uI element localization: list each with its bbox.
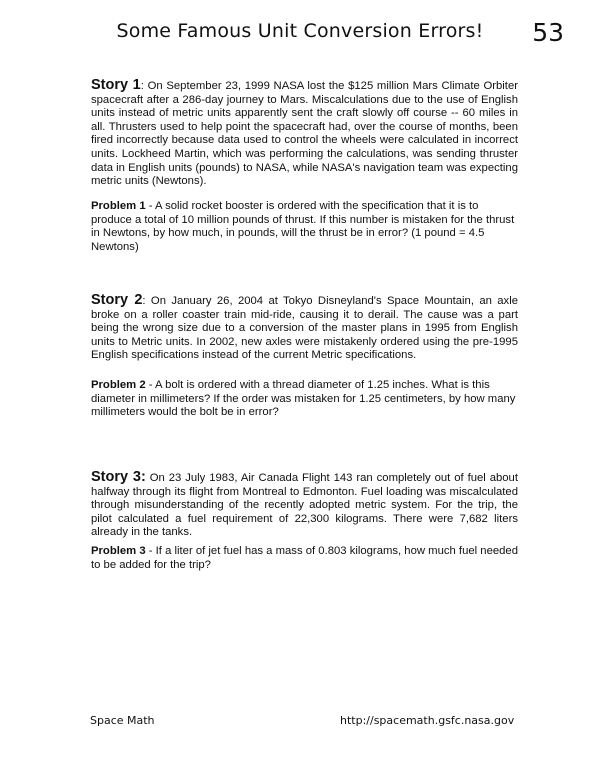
story-1-separator: : — [140, 80, 148, 92]
problem-1 — [91, 200, 518, 254]
story-2-text: On January 26, 2004 at Tokyo Disneyland's Space Mountain, an axle broke on a roller coaster train mid-ride, causing it to derail. The cause was a part being the wrong size due to a conversion of the master plans in 1995 from English units to Metric units. In 2002, new axles were mistakenly ordered using the pre-1995 English specifications instead of the current Metric specifications. — [91, 295, 518, 362]
story-1-label: Story 1 — [91, 77, 141, 93]
story-2 — [91, 294, 518, 363]
problem-2-text: - A bolt is ordered with a thread diameter of 1.25 inches. What is this diameter in millimeters? If the order was mistaken for 1.25 centimeters, by how many millimeters would the bolt be in error? — [91, 379, 516, 419]
story-3-paragraph — [91, 471, 518, 540]
page-number: 53 — [532, 18, 564, 47]
problem-2-paragraph — [91, 379, 518, 420]
problem-3-text: - If a liter of jet fuel has a mass of 0.803 kilograms, how much fuel needed to be added for the trip? — [91, 545, 518, 571]
page-title: Some Famous Unit Conversion Errors! — [116, 20, 484, 42]
problem-3-paragraph — [91, 545, 518, 572]
problem-3-label: Problem 3 — [91, 545, 146, 557]
problem-1-text: - A solid rocket booster is ordered with the specification that it is to produce a total of 10 million pounds of thrust. If this number is mistaken for the thrust in Newtons, by how much, in pounds, will the thrust be in error? (1 pound = 4.5 Newtons) — [91, 200, 515, 253]
problem-1-paragraph — [91, 200, 518, 254]
story-2-paragraph — [91, 294, 518, 363]
footer-url: http://spacemath.gsfc.nasa.gov — [340, 714, 515, 727]
problem-2-label: Problem 2 — [91, 379, 146, 391]
story-1-paragraph — [91, 79, 518, 189]
problem-1-label: Problem 1 — [91, 200, 146, 212]
problem-2 — [91, 379, 518, 420]
story-1 — [91, 79, 518, 189]
story-3-text: On 23 July 1983, Air Canada Flight 143 ran completely out of fuel about halfway through its flight from Montreal to Edmonton. Fuel loading was miscalculated through misunderstanding of the recently adopted metric system. For the trip, the pilot calculated a fuel requirement of 22,300 kilograms. There were 7,682 liters already in the tanks. — [91, 472, 518, 539]
footer-left: Space Math — [90, 714, 155, 727]
story-3 — [91, 471, 518, 540]
story-2-separator: : — [142, 295, 151, 307]
story-3-label: Story 3: — [91, 469, 146, 485]
story-1-text: On September 23, 1999 NASA lost the $125 million Mars Climate Orbiter spacecraft after a 286-day journey to Mars. Miscalculations due to the use of English units instead of metric units apparently sent the craft slowly off course -- 60 miles in all. Thrusters used to help point the spacecraft had, over the course of months, been fired incorrectly because data used to control the wheels were calculated in incorrect units. Lockheed Martin, which was performing the calculations, was sending thruster data in English units (pounds) to NASA, while NASA's navigation team was expecting metric units (Newtons). — [91, 80, 518, 188]
problem-3 — [91, 545, 518, 572]
story-2-label: Story 2 — [91, 292, 143, 308]
